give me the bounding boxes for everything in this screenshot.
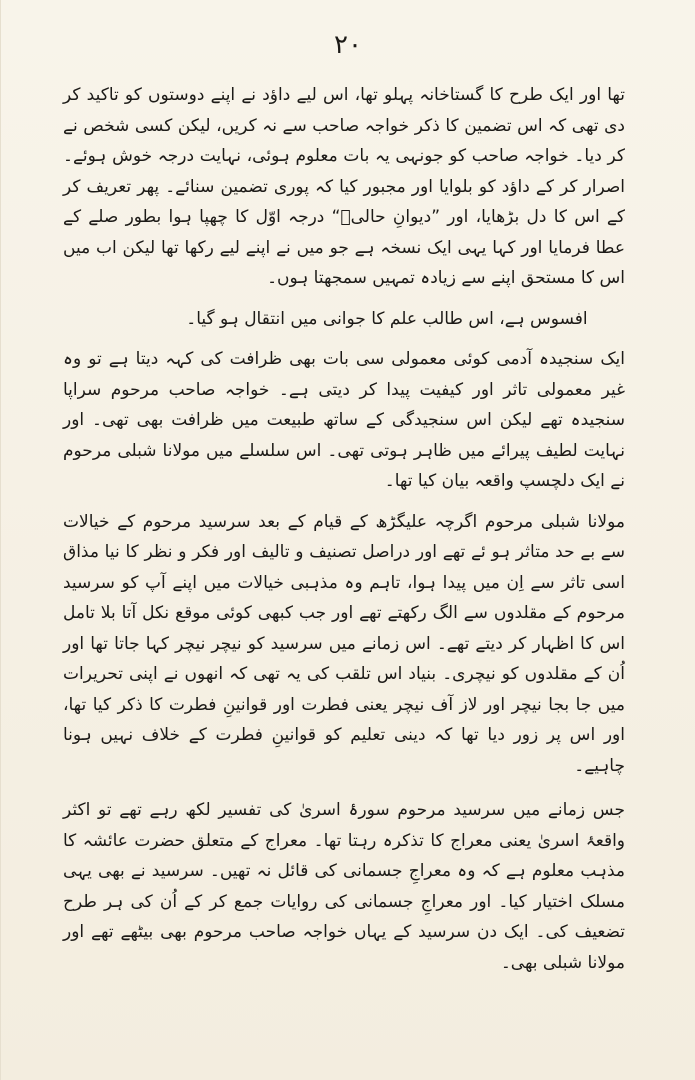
- page-number: ۲۰: [334, 30, 362, 60]
- paragraph-4: مولانا شبلی مرحوم اگرچہ علیگڑھ کے قیام کے بعد سرسید مرحوم کے خیالات سے بے حد متاثر ہو ئے تھے اور دراصل تصنیف و تالیف اور فکر و نظر کا نیا مذاق اسی تاثر سے اِن میں پیدا ہوا، تاہم وہ مذہبی خیالات میں اپنے آپ کو سرسید مرحوم کے مقلدوں سے الگ رکھتے تھے اور جب کبھی کوئی موقع نکل آتا بلا تامل اس کا اظہار کر دیتے تھے۔ اس زمانے میں سرسید کو نیچر نیچر کہا جاتا تھا اور اُن کے مقلدوں کو نیچری۔ بنیاد اس تلقب کی یہ تھی کہ انھوں نے اپنی تحریرات میں جا بجا نیچر اور لاز آف نیچر یعنی فطرت اور قوانینِ فطرت کا ذکر کیا تھا، اور اس پر زور دیا تھا کہ دینی تعلیم کو قوانینِ فطرت کے خلاف نہیں ہونا چاہیے۔: [63, 511, 625, 776]
- paragraph-2: افسوس ہے، اس طالب علم کا جوانی میں انتقال ہو گیا۔: [186, 308, 588, 329]
- paragraph-1: تھا اور ایک طرح کا گستاخانہ پہلو تھا، اس لیے داؤد نے اپنے دوستوں کو تاکید کر دی تھی کہ اس تضمین کا ذکر خواجہ صاحب سے نہ کریں، لیکن کسی شخص نے کر دیا۔ خواجہ صاحب کو جونہی یہ بات معلوم ہوئی، نہایت درجہ خوش ہوئے۔ اصرار کر کے داؤد کو بلوایا اور مجبور کیا کہ پوری تضمین سنائے۔ پھر تعریف کر کے اس کا دل بڑھایا، اور ”دیوانِ حالیؔ“ درجہ اوّل کا چھپا ہوا بطور صلے کے عطا فرمایا اور کہا یہی ایک نسخہ ہے جو میں نے اپنے لیے رکھا تھا لیکن اب میں اس کا مستحق اپنے سے زیادہ تمہیں سمجھتا ہوں۔: [63, 85, 625, 288]
- body-text: [63, 80, 625, 978]
- paragraph-5: جس زمانے میں سرسید مرحوم سورۂ اسریٰ کی تفسیر لکھ رہے تھے تو اکثر واقعۂ اسریٰ یعنی معراج کا تذکرہ رہتا تھا۔ معراج کے متعلق حضرت عائشہ کا مذہب معلوم ہے کہ وہ معراجِ جسمانی کی قائل نہ تھیں۔ سرسید نے بھی یہی مسلک اختیار کیا۔ اور معراجِ جسمانی کی روایات جمع کر کے اُن کی ہر طرح تضعیف کی۔ ایک دن سرسید کے یہاں خواجہ صاحب مرحوم بھی بیٹھے تھے اور مولانا شبلی بھی۔: [63, 800, 625, 973]
- paragraph-3: ایک سنجیدہ آدمی کوئی معمولی سی بات بھی ظرافت کی کہہ دیتا ہے تو وہ غیر معمولی تاثر اور کیفیت پیدا کر دیتی ہے۔ خواجہ صاحب مرحوم سراپا سنجیدہ تھے لیکن اس سنجیدگی کے ساتھ طبیعت میں ظرافت بھی تھی۔ اور نہایت لطیف پیرائے میں ظاہر ہوتی تھی۔ اس سلسلے میں مولانا شبلی مرحوم نے ایک دلچسپ واقعہ بیان کیا تھا۔: [63, 349, 625, 491]
